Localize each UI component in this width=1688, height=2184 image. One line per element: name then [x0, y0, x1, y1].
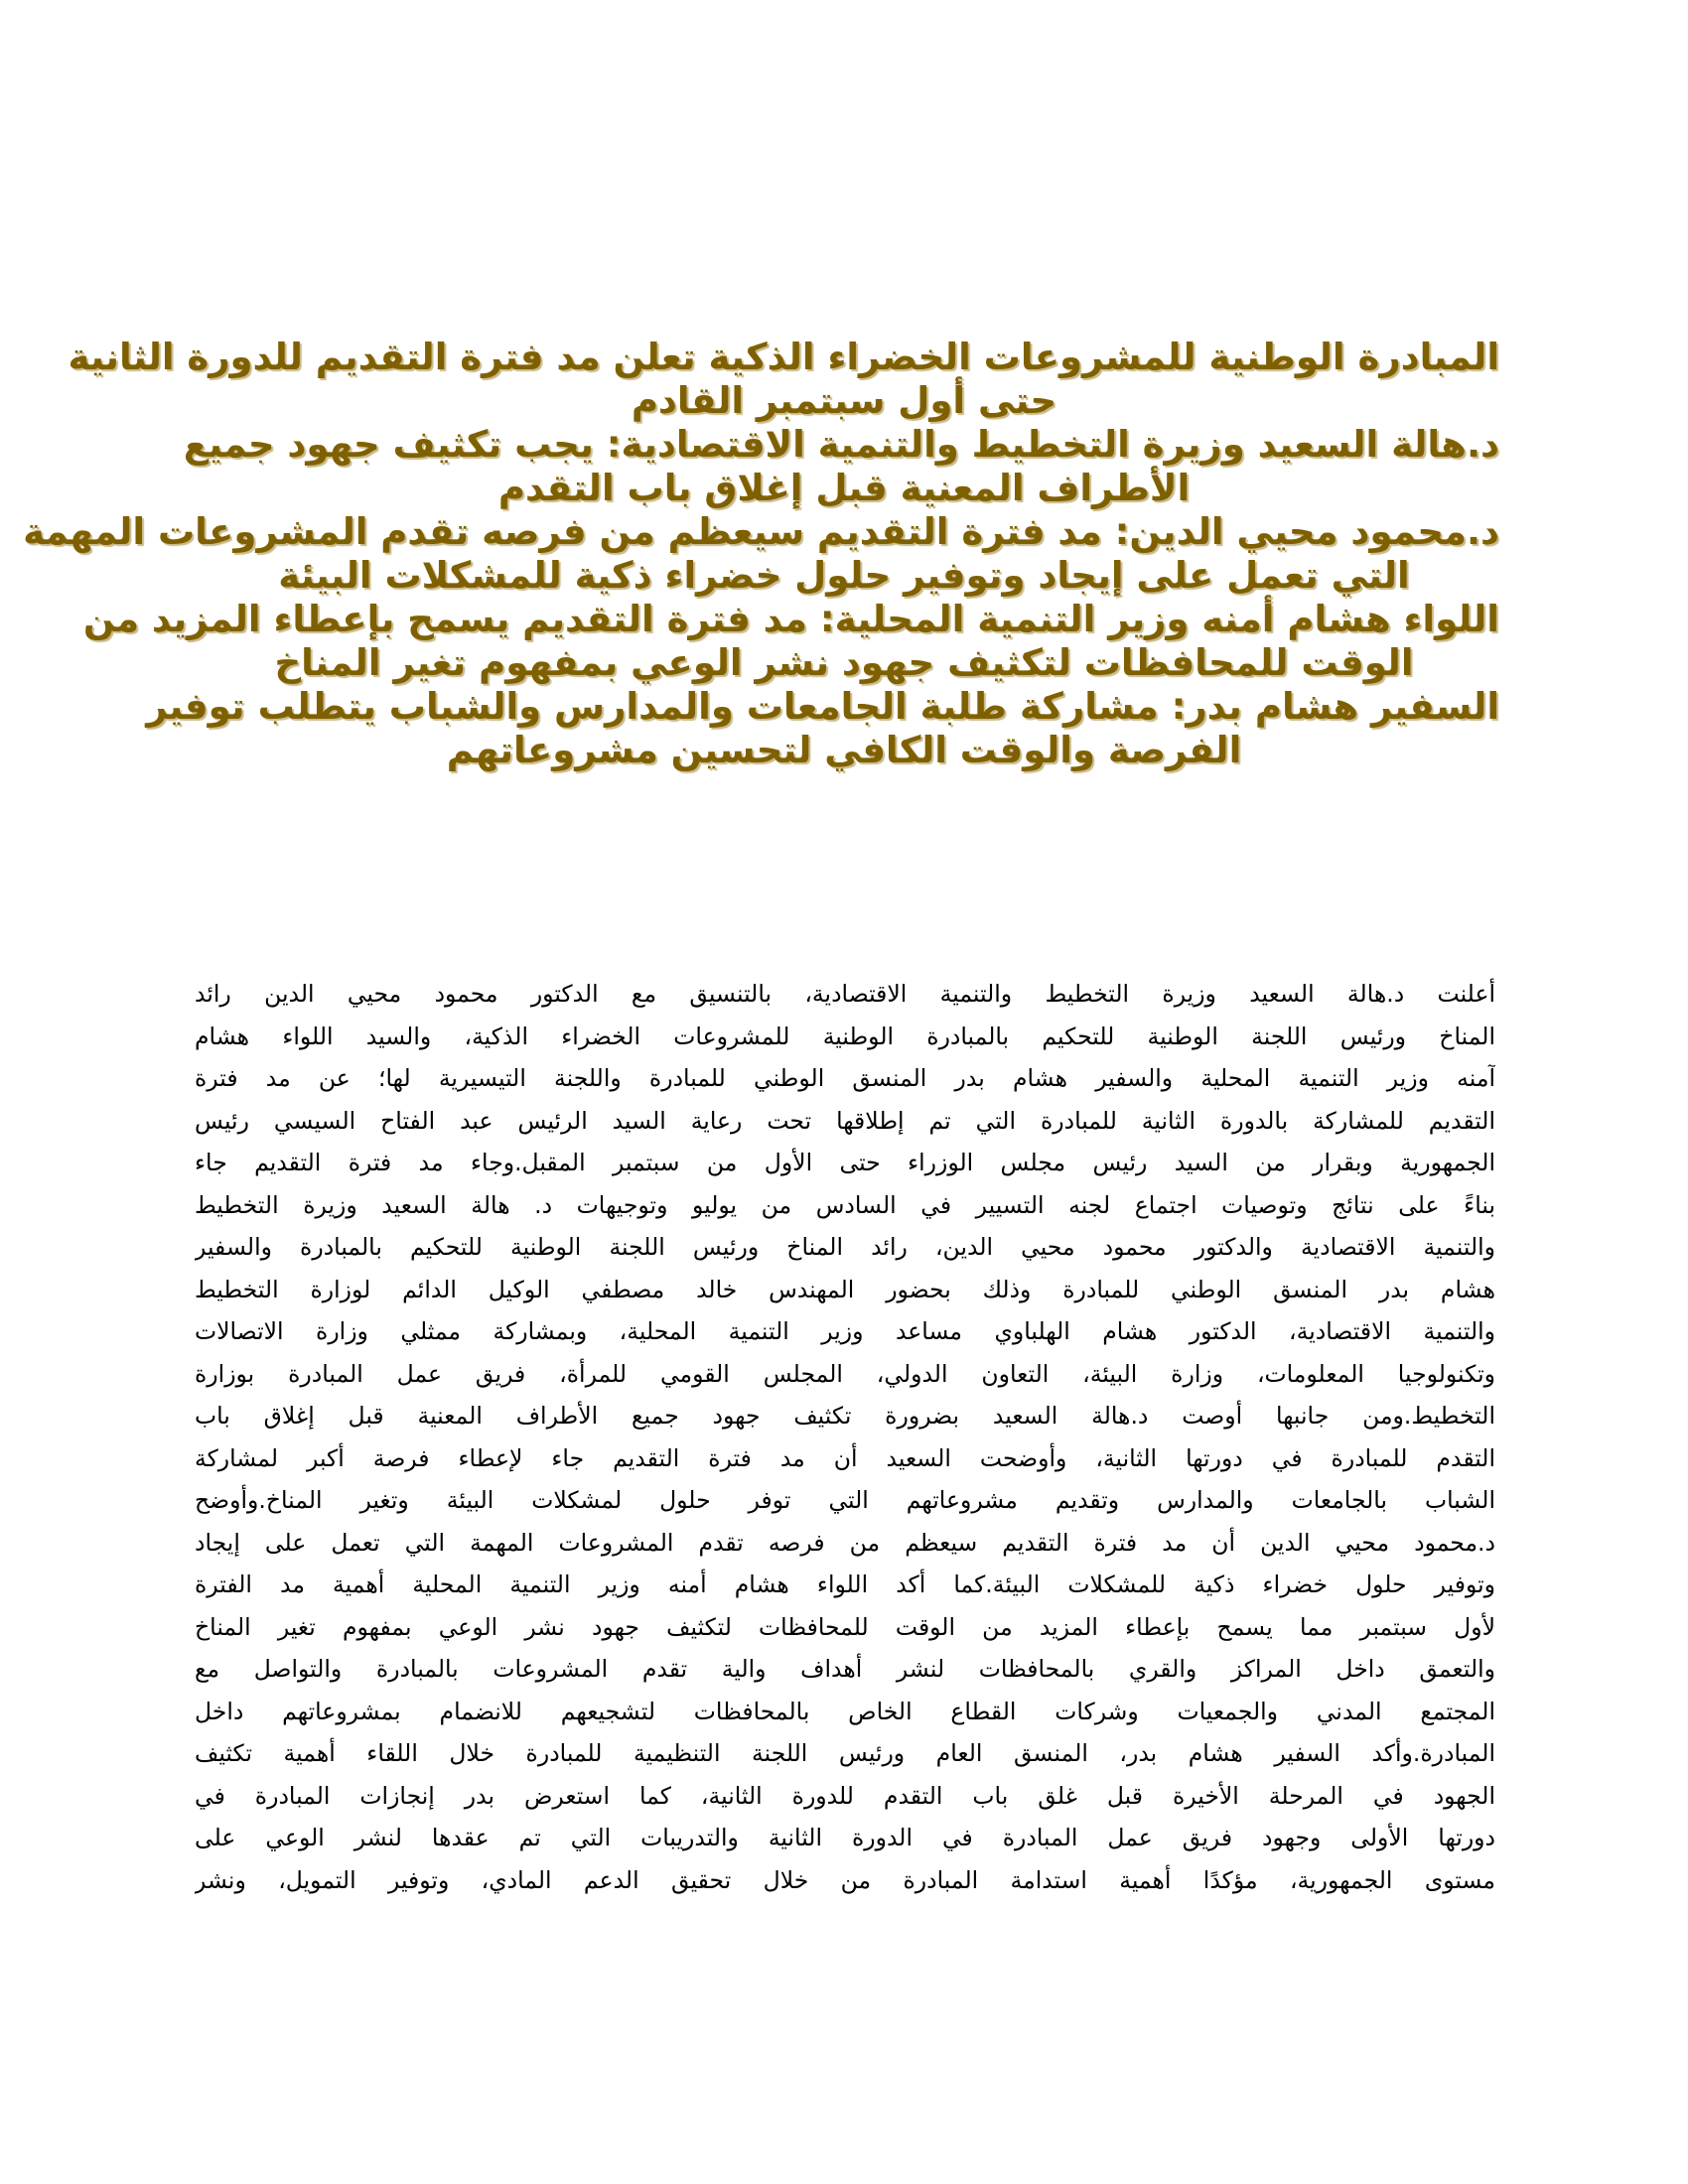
body-line: مستوى الجمهورية، مؤكدًا أهمية استدامة المبادرة من خلال تحقيق الدعم المادي، وتوفير التمويل، ونشر — [195, 1865, 1495, 1894]
body-paragraph — [195, 973, 1495, 1901]
body-line: هشام بدر المنسق الوطني للمبادرة وذلك بحضور المهندس خالد مصطفي الوكيل الدائم لوزارة التخطيط — [195, 1275, 1495, 1303]
headline-5-line-2: الفرصة والوقت الكافي لتحسين مشروعاتهم — [446, 729, 1242, 771]
headline-4-line-1: اللواء هشام أمنه وزير التنمية المحلية: مد فترة التقديم يسمح بإعطاء المزيد من — [82, 598, 1499, 640]
headline-1-line-2: حتى أول سبتمبر القادم — [631, 379, 1057, 422]
headline-block — [23, 336, 1499, 772]
body-line: آمنه وزير التنمية المحلية والسفير هشام بدر المنسق الوطني للمبادرة واللجنة التيسيرية لها؛ عن مد فترة — [195, 1064, 1495, 1092]
body-line: لأول سبتمبر مما يسمح بإعطاء المزيد من الوقت للمحافظات لتكثيف جهود نشر الوعي بمفهوم تغير المناخ — [195, 1612, 1495, 1641]
body-line: والتعمق داخل المراكز والقري بالمحافظات لنشر أهداف والية تقدم المشروعات بالمبادرة والتواصل مع — [195, 1655, 1495, 1683]
article-body — [195, 973, 1495, 1901]
body-line: والتنمية الاقتصادية والدكتور محمود محيي الدين، رائد المناخ ورئيس اللجنة الوطنية للتحكيم بالمبادرة والسفير — [195, 1233, 1495, 1261]
body-line: الجمهورية وبقرار من السيد رئيس مجلس الوزراء حتى الأول من سبتمبر المقبل.وجاء مد فترة التقديم جاء — [195, 1149, 1495, 1176]
headline-2-line-1: د.هالة السعيد وزيرة التخطيط والتنمية الاقتصادية: يجب تكثيف جهود جميع — [183, 423, 1499, 466]
body-line: التقديم للمشاركة بالدورة الثانية للمبادرة التي تم إطلاقها تحت رعاية السيد الرئيس عبد الفتاح السيسي رئيس — [195, 1106, 1495, 1135]
body-line: والتنمية الاقتصادية، الدكتور هشام الهلباوي مساعد وزير التنمية المحلية، وبمشاركة ممثلي وزارة الاتصالات — [195, 1317, 1495, 1345]
body-line: التخطيط.ومن جانبها أوصت د.هالة السعيد بضرورة تكثيف جهود جميع الأطراف المعنية قبل إغلاق باب — [195, 1402, 1495, 1430]
body-line: أعلنت د.هالة السعيد وزيرة التخطيط والتنمية الاقتصادية، بالتنسيق مع الدكتور محمود محيي الدين رائد — [195, 980, 1495, 1008]
body-line: المجتمع المدني والجمعيات وشركات القطاع الخاص بالمحافظات لتشجيعهم للانضمام بمشروعاتهم داخل — [195, 1697, 1495, 1725]
headline-5-line-1: السفير هشام بدر: مشاركة طلبة الجامعات والمدارس والشباب يتطلب توفير — [146, 685, 1499, 728]
body-line: وتكنولوجيا المعلومات، وزارة البيئة، التعاون الدولي، المجلس القومي للمرأة، فريق عمل المبادرة بوزارة — [195, 1359, 1495, 1388]
body-line: الجهود في المرحلة الأخيرة قبل غلق باب التقدم للدورة الثانية، كما استعرض بدر إنجازات المبادرة في — [195, 1781, 1495, 1810]
body-line: وتوفير حلول خضراء ذكية للمشكلات البيئة.كما أكد اللواء هشام أمنه وزير التنمية المحلية أهمية مد الفترة — [195, 1570, 1495, 1598]
body-line: الشباب بالجامعات والمدارس وتقديم مشروعاتهم التي توفر حلول لمشكلات البيئة وتغير المناخ.وأوضح — [195, 1486, 1495, 1514]
body-line: د.محمود محيي الدين أن مد فترة التقديم سيعظم من فرصه تقدم المشروعات المهمة التي تعمل على إيجاد — [195, 1528, 1495, 1557]
headline-4-line-2: الوقت للمحافظات لتكثيف جهود نشر الوعي بمفهوم تغير المناخ — [274, 641, 1414, 684]
body-line: التقدم للمبادرة في دورتها الثانية، وأوضحت السعيد أن مد فترة التقديم جاء لإعطاء فرصة أكبر لمشاركة — [195, 1443, 1495, 1472]
headline-3-line-1: د.محمود محيي الدين: مد فترة التقديم سيعظم من فرصه تقدم المشروعات المهمة — [23, 510, 1499, 553]
headline-2-line-2: الأطراف المعنية قبل إغلاق باب التقدم — [497, 467, 1191, 509]
body-line: المبادرة.وأكد السفير هشام بدر، المنسق العام ورئيس اللجنة التنظيمية للمبادرة خلال اللقاء أهمية تكثيف — [195, 1739, 1495, 1767]
headline-3-line-2: التي تعمل على إيجاد وتوفير حلول خضراء ذكية للمشكلات البيئة — [278, 554, 1410, 597]
body-line: بناءً على نتائج وتوصيات اجتماع لجنه التسيير في السادس من يوليو وتوجيهات د. هالة السعيد وزيرة التخطيط — [195, 1190, 1495, 1219]
body-line: المناخ ورئيس اللجنة الوطنية للتحكيم بالمبادرة الوطنية للمشروعات الخضراء الذكية، والسيد اللواء هشام — [195, 1022, 1495, 1050]
body-line: دورتها الأولى وجهود فريق عمل المبادرة في الدورة الثانية والتدريبات التي تم عقدها لنشر الوعي على — [195, 1824, 1495, 1851]
headline-1-line-1: المبادرة الوطنية للمشروعات الخضراء الذكية تعلن مد فترة التقديم للدورة الثانية — [68, 336, 1499, 378]
